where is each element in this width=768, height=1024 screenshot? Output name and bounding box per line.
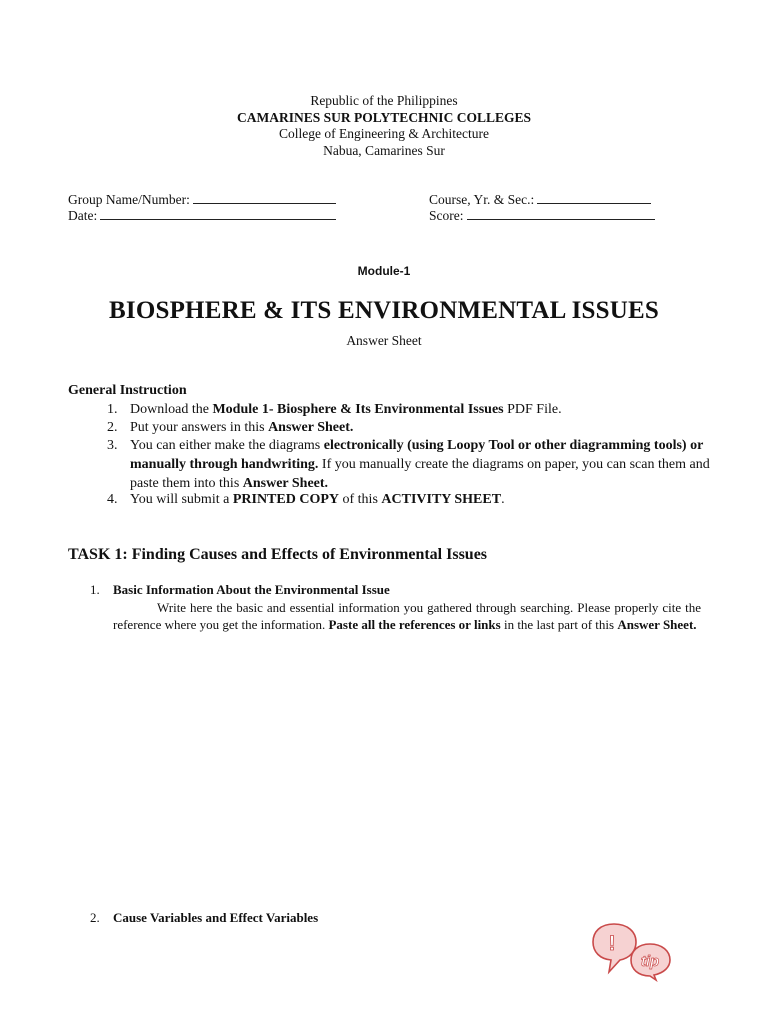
tip-text: tip xyxy=(640,953,660,970)
date-blank xyxy=(100,207,336,220)
instruction-number: 3. xyxy=(107,438,118,453)
general-instruction-heading: General Instruction xyxy=(68,383,187,398)
instruction-bold-text: ACTIVITY SHEET xyxy=(381,492,502,507)
instruction-number: 1. xyxy=(107,402,118,417)
group-name-blank xyxy=(193,191,336,204)
body-text: in the last part of this xyxy=(500,617,618,632)
page-title: BIOSPHERE & ITS ENVIRONMENTAL ISSUES xyxy=(109,297,659,324)
instruction-text: If you manually create the diagrams on paper, you can scan them and paste them into this xyxy=(130,457,710,491)
course-blank xyxy=(537,191,651,204)
instruction-item-4 xyxy=(107,490,707,509)
course-field xyxy=(429,191,651,208)
instruction-text: You will submit a xyxy=(130,492,233,507)
task1-heading: TASK 1: Finding Causes and Effects of Environmental Issues xyxy=(68,546,488,563)
task1-item-1-body xyxy=(113,599,701,633)
item-number: 1. xyxy=(90,582,100,597)
instruction-text: PDF File. xyxy=(503,402,562,417)
instruction-bold-text: PRINTED COPY xyxy=(232,492,339,507)
body-text: Write here the basic and essential information you gathered through searching. Please properly cite the reference where you get the information. xyxy=(113,600,701,632)
instruction-bold-text: Module 1- Biosphere & Its Environmental Issues xyxy=(212,402,504,417)
instruction-bold-text: Answer Sheet. xyxy=(242,476,329,491)
item-number: 2. xyxy=(90,910,100,925)
department-line: College of Engineering & Architecture xyxy=(279,126,489,141)
instruction-text: You can either make the diagrams xyxy=(130,438,324,453)
body-bold-text: Answer Sheet. xyxy=(617,617,697,632)
instruction-item-3 xyxy=(107,436,710,493)
score-label: Score: xyxy=(429,208,464,223)
exclamation-glyph: ! xyxy=(608,932,616,955)
instruction-number: 4. xyxy=(107,492,118,507)
instruction-item-2 xyxy=(107,418,707,437)
page-subtitle: Answer Sheet xyxy=(346,333,422,348)
date-field xyxy=(68,207,336,224)
instruction-text: . xyxy=(501,492,505,507)
date-label: Date: xyxy=(68,208,98,223)
republic-line: Republic of the Philippines xyxy=(310,93,458,108)
college-name: CAMARINES SUR POLYTECHNIC COLLEGES xyxy=(237,110,531,125)
item-title: Cause Variables and Effect Variables xyxy=(113,910,319,925)
body-bold-text: Paste all the references or links xyxy=(328,617,501,632)
task1-item-2 xyxy=(90,910,318,926)
instruction-text: Download the xyxy=(130,402,213,417)
task1-item-1 xyxy=(90,582,390,598)
group-name-label: Group Name/Number: xyxy=(68,192,190,207)
instruction-number: 2. xyxy=(107,420,118,435)
instruction-item-1 xyxy=(107,400,707,419)
instruction-text: Put your answers in this xyxy=(130,420,269,435)
instruction-text: of this xyxy=(339,492,382,507)
instruction-bold-text: Answer Sheet. xyxy=(268,420,354,435)
address-line: Nabua, Camarines Sur xyxy=(323,143,445,158)
score-blank xyxy=(467,207,655,220)
course-label: Course, Yr. & Sec.: xyxy=(429,192,535,207)
module-label: Module-1 xyxy=(357,264,411,278)
instruction-bold-text: electronically (using Loopy Tool or other diagramming tools) or manually through handwriting. xyxy=(130,438,704,472)
item-title: Basic Information About the Environmental Issue xyxy=(113,582,390,597)
group-name-field xyxy=(68,191,336,208)
score-field xyxy=(429,207,655,224)
tip-speech-bubble-logo xyxy=(590,922,676,982)
